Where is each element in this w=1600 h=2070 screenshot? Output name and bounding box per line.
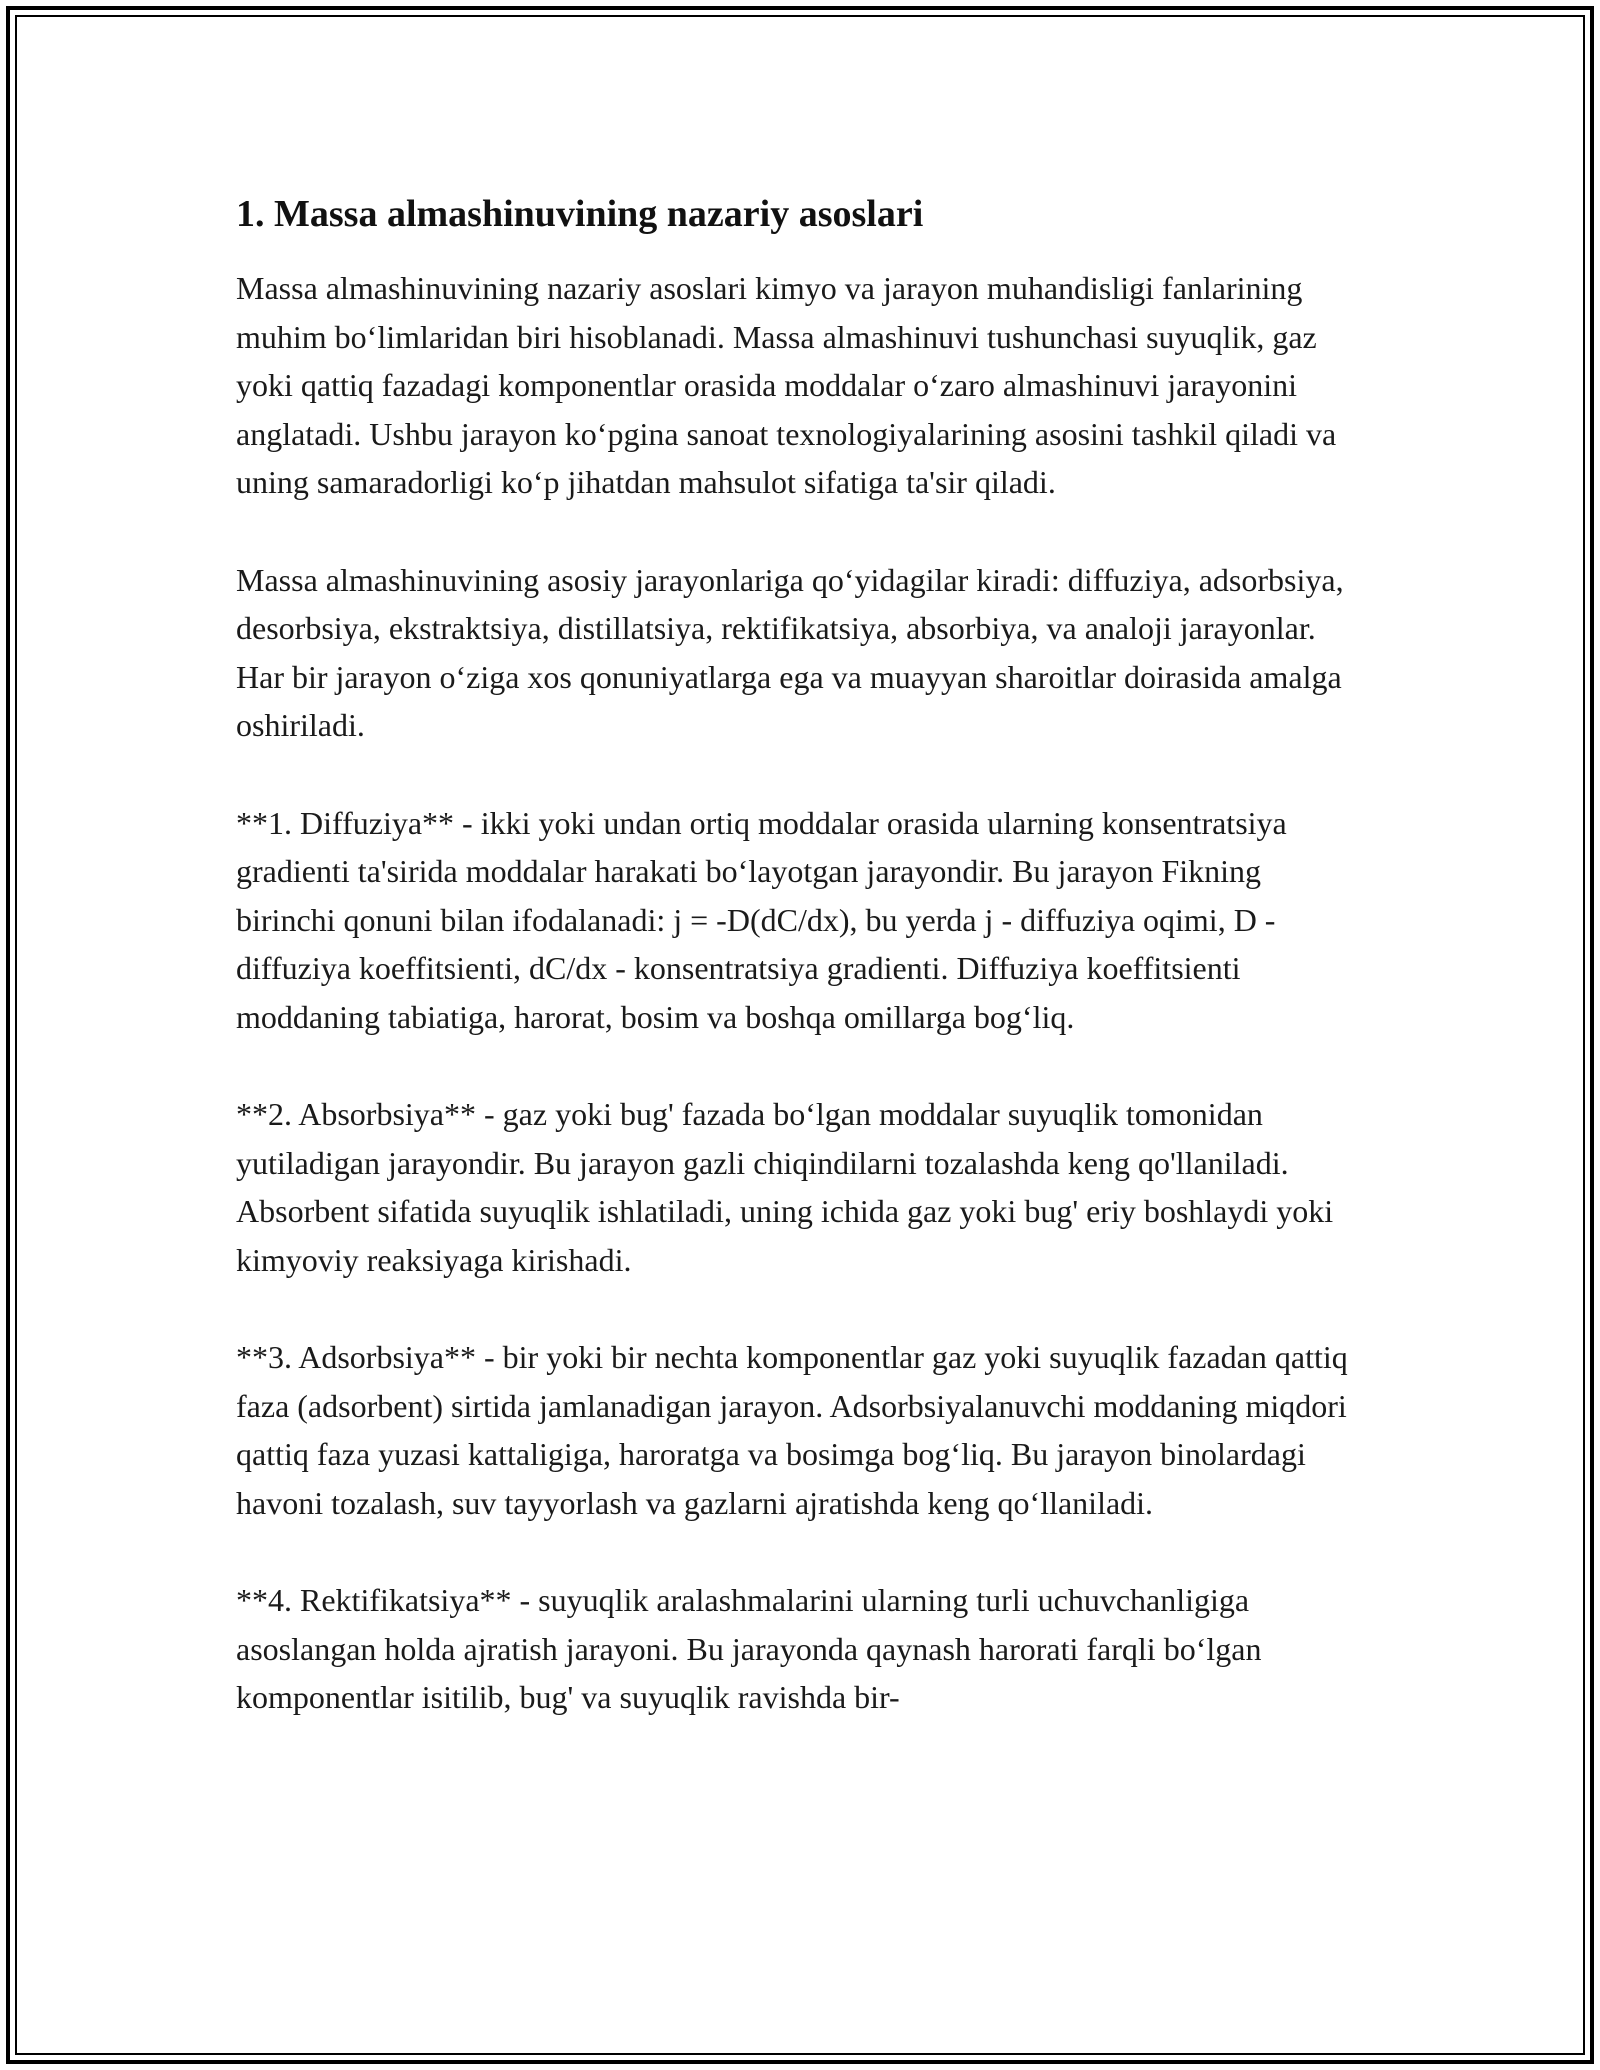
- paragraph-adsorption: **3. Adsorbsiya** - bir yoki bir nechta komponentlar gaz yoki suyuqlik fazadan qattiq faza (adsorbent) sirtida jamlanadigan jarayon. Adsorbsiyalanuvchi moddaning miqdori qattiq faza yuzasi kattaligiga, haroratga va bosimga bog‘liq. Bu jarayon binolardagi havoni tozalash, suv tayyorlash va gazlarni ajratishda keng qo‘llaniladi.: [236, 1339, 1348, 1521]
- paragraph-intro: Massa almashinuvining nazariy asoslari kimyo va jarayon muhandisligi fanlarining muhim bo‘limlaridan biri hisoblanadi. Massa almashinuvi tushunchasi suyuqlik, gaz yoki qattiq fazadagi komponentlar orasida moddalar o‘zaro almashinuvi jarayonini anglatadi. Ushbu jarayon ko‘pgina sanoat texnologiyalarining asosini tashkil qiladi va uning samaradorligi ko‘p jihatdan mahsulot sifatiga ta'sir qiladi.: [236, 270, 1337, 500]
- paragraph-diffusion: **1. Diffuziya** - ikki yoki undan ortiq moddalar orasida ularning konsentratsiya gradienti ta'sirida moddalar harakati bo‘layotgan jarayondir. Bu jarayon Fikning birinchi qonuni bilan ifodalanadi: j = -D(dC/dx), bu yerda j - diffuziya oqimi, D - diffuziya koeffitsienti, dC/dx - konsentratsiya gradienti. Diffuziya koeffitsienti moddaning tabiatiga, harorat, bosim va boshqa omillarga bog‘liq.: [236, 804, 1287, 1035]
- section-heading: 1. Massa almashinuvining nazariy asoslari: [236, 193, 924, 235]
- paragraph-rectification: **4. Rektifikatsiya** - suyuqlik aralashmalarini ularning turli uchuvchanligiga asoslangan holda ajratish jarayoni. Bu jarayonda qaynash harorati farqli bo‘lgan komponentlar isitilib, bug' va suyuqlik ravishda bir-: [236, 1582, 1262, 1715]
- paragraph-processes: Massa almashinuvining asosiy jarayonlariga qo‘yidagilar kiradi: diffuziya, adsorbsiya, desorbsiya, ekstraktsiya, distillatsiya, rektifikatsiya, absorbiya, va analoji jarayonlar. Har bir jarayon o‘ziga xos qonuniyatlarga ega va muayyan sharoitlar doirasida amalga oshiriladi.: [236, 561, 1344, 743]
- paragraph-absorption: **2. Absorbsiya** - gaz yoki bug' fazada bo‘lgan moddalar suyuqlik tomonidan yutiladigan jarayondir. Bu jarayon gazli chiqindilarni tozalashda keng qo'llaniladi. Absorbent sifatida suyuqlik ishlatiladi, uning ichida gaz yoki bug' eriy boshlaydi yoki kimyoviy reaksiyaga kirishadi.: [236, 1096, 1334, 1278]
- document-body: [236, 186, 1366, 1771]
